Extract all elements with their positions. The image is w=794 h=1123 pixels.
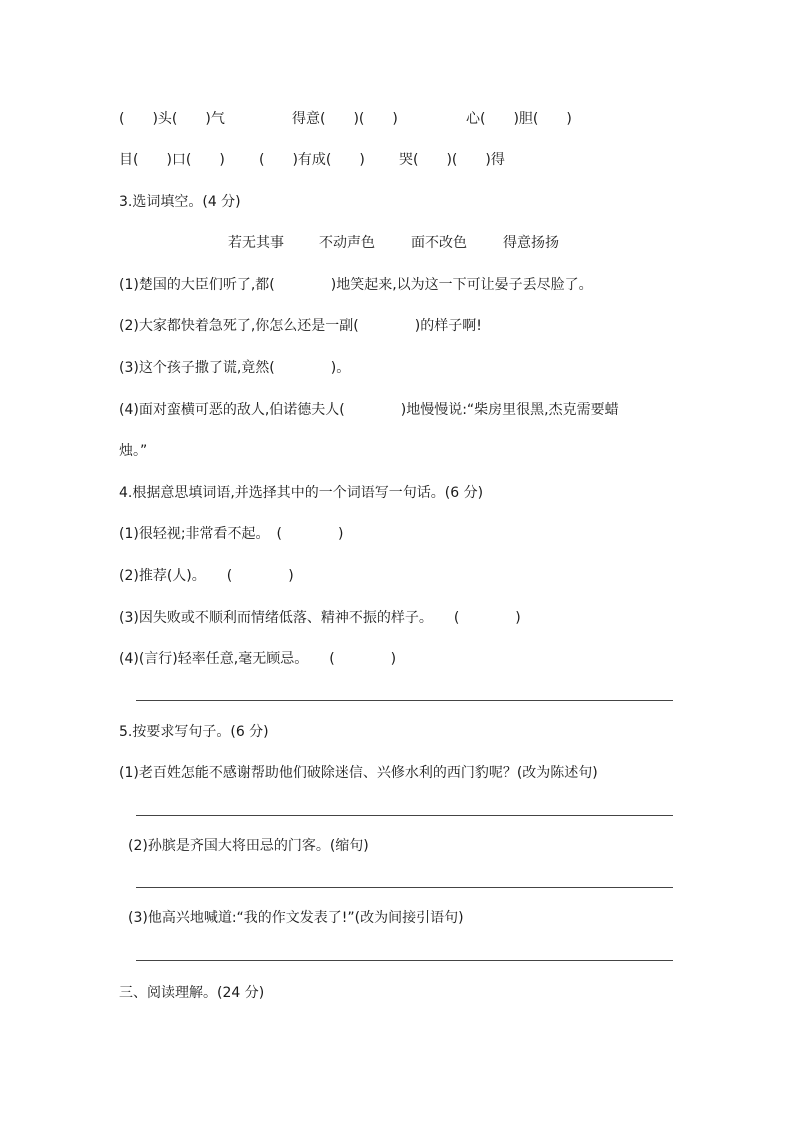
word-option: 若无其事 bbox=[228, 235, 284, 251]
fill-item: 目( )口( ) bbox=[119, 152, 225, 168]
question-title: 3.选词填空。(4 分) bbox=[119, 194, 241, 210]
question-item: (2)大家都快着急死了,你怎么还是一副( )的样子啊! bbox=[119, 318, 482, 334]
question-item: (1)楚国的大臣们听了,都( )地笑起来,以为这一下可让晏子丢尽脸了。 bbox=[119, 277, 593, 293]
question-item: (2)推荐(人)。 ( ) bbox=[119, 568, 294, 584]
question-item-continued: 烛。” bbox=[119, 443, 148, 459]
answer-line[interactable] bbox=[136, 960, 673, 961]
fill-item: ( )头( )气 bbox=[119, 111, 225, 127]
question-item: (3)这个孩子撒了谎,竟然( )。 bbox=[119, 360, 351, 376]
question-item: (4)(言行)轻率任意,毫无顾忌。 ( ) bbox=[119, 651, 397, 667]
answer-line[interactable] bbox=[136, 700, 673, 701]
word-option: 不动声色 bbox=[319, 235, 375, 251]
question-title: 5.按要求写句子。(6 分) bbox=[119, 724, 269, 740]
question-item: (3)因失败或不顺利而情绪低落、精神不振的样子。 ( ) bbox=[119, 610, 521, 626]
answer-line[interactable] bbox=[136, 815, 673, 816]
fill-item: 得意( )( ) bbox=[292, 111, 398, 127]
question-item: (2)孙膑是齐国大将田忌的门客。(缩句) bbox=[128, 838, 369, 854]
question-item: (3)他高兴地喊道:“我的作文发表了!”(改为间接引语句) bbox=[128, 910, 464, 926]
fill-item: ( )有成( ) bbox=[259, 152, 365, 168]
question-title: 4.根据意思填词语,并选择其中的一个词语写一句话。(6 分) bbox=[119, 485, 484, 501]
answer-line[interactable] bbox=[136, 887, 673, 888]
question-item: (1)老百姓怎能不感谢帮助他们破除迷信、兴修水利的西门豹呢？(改为陈述句) bbox=[119, 765, 598, 781]
word-option: 面不改色 bbox=[411, 235, 467, 251]
question-item: (4)面对蛮横可恶的敌人,伯诺德夫人( )地慢慢说:“柴房里很黑,杰克需要蜡 bbox=[119, 402, 619, 418]
word-option: 得意扬扬 bbox=[503, 235, 559, 251]
question-item: (1)很轻视;非常看不起。 ( ) bbox=[119, 526, 344, 542]
fill-item: 心( )胆( ) bbox=[466, 111, 572, 127]
fill-item: 哭( )( )得 bbox=[399, 152, 505, 168]
section-title: 三、阅读理解。(24 分) bbox=[119, 985, 265, 1001]
